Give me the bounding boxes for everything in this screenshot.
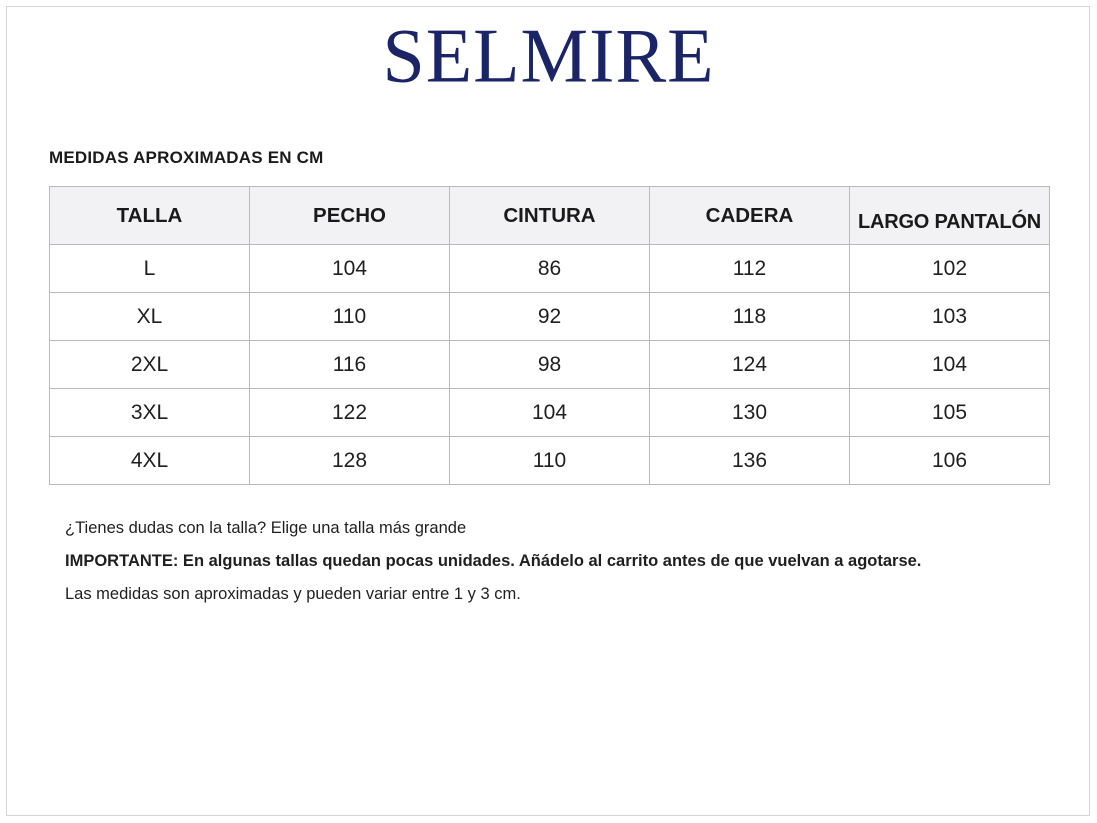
cell-pecho: 128 <box>250 437 450 485</box>
note-size-doubt: ¿Tienes dudas con la talla? Elige una talla más grande <box>65 519 467 537</box>
cell-talla: 3XL <box>50 389 250 437</box>
cell-largo: 102 <box>850 245 1050 293</box>
table-row <box>50 389 1050 437</box>
cell-pecho: 110 <box>250 293 450 341</box>
cell-talla: XL <box>50 293 250 341</box>
cell-pecho: 122 <box>250 389 450 437</box>
cell-cintura: 92 <box>450 293 650 341</box>
header-cintura: CINTURA <box>450 187 650 245</box>
header-cadera: CADERA <box>650 187 850 245</box>
cell-pecho: 116 <box>250 341 450 389</box>
table-row <box>50 245 1050 293</box>
cell-cadera: 112 <box>650 245 850 293</box>
cell-talla: 2XL <box>50 341 250 389</box>
notes-block <box>65 519 921 618</box>
header-largo-pantalon: LARGO PANTALÓN <box>850 187 1050 245</box>
cell-cintura: 104 <box>450 389 650 437</box>
brand-logo: SELMIRE <box>382 13 715 99</box>
table-row <box>50 293 1050 341</box>
table-row <box>50 437 1050 485</box>
cell-cintura: 98 <box>450 341 650 389</box>
header-talla: TALLA <box>50 187 250 245</box>
cell-largo: 104 <box>850 341 1050 389</box>
note-important: IMPORTANTE: En algunas tallas quedan pocas unidades. Añádelo al carrito antes de que vuelvan a agotarse. <box>65 552 922 570</box>
cell-largo: 106 <box>850 437 1050 485</box>
cell-cintura: 110 <box>450 437 650 485</box>
cell-pecho: 104 <box>250 245 450 293</box>
table-row <box>50 341 1050 389</box>
cell-talla: 4XL <box>50 437 250 485</box>
cell-cintura: 86 <box>450 245 650 293</box>
cell-cadera: 118 <box>650 293 850 341</box>
size-chart-table <box>49 186 1050 485</box>
header-pecho: PECHO <box>250 187 450 245</box>
cell-cadera: 136 <box>650 437 850 485</box>
cell-cadera: 124 <box>650 341 850 389</box>
cell-largo: 105 <box>850 389 1050 437</box>
cell-largo: 103 <box>850 293 1050 341</box>
cell-talla: L <box>50 245 250 293</box>
table-header-row <box>50 187 1050 245</box>
section-title: MEDIDAS APROXIMADAS EN CM <box>49 148 324 167</box>
cell-cadera: 130 <box>650 389 850 437</box>
note-approximate: Las medidas son aproximadas y pueden variar entre 1 y 3 cm. <box>65 585 521 603</box>
